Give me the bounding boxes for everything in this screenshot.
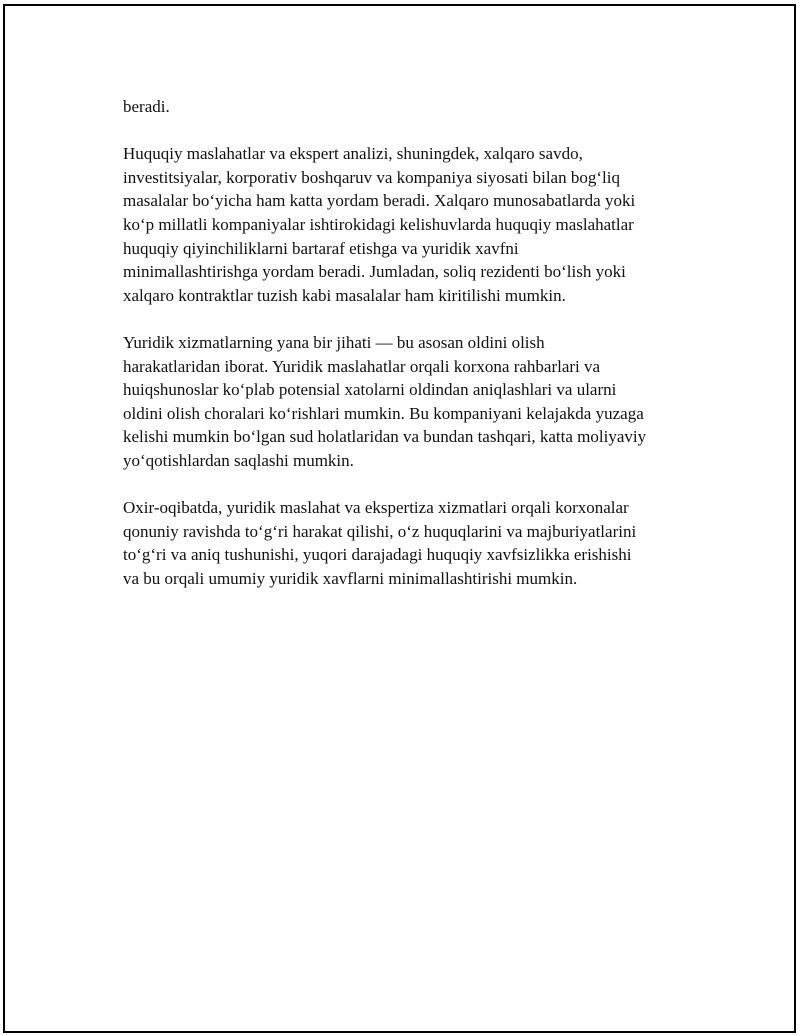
paragraph-continuation: beradi. [123, 97, 170, 116]
paragraph-conclusion: Oxir-oqibatda, yuridik maslahat va ekspertiza xizmatlari orqali korxonalar qonuniy ravishda to‘g‘ri harakat qilishi, o‘z huquqlarini va majburiyatlarini to‘g‘ri va aniq tushunishi, yuqori darajadagi huquqiy xavfsizlikka erishishi va bu orqali umumiy yuridik xavflarni minimallashtirishi mumkin. [123, 498, 637, 588]
document-body [123, 95, 713, 590]
paragraph-legal-advice: Huquqiy maslahatlar va ekspert analizi, shuningdek, xalqaro savdo, investitsiyalar, korporativ boshqaruv va kompaniya siyosati bilan bog‘liq masalalar bo‘yicha ham katta yordam beradi. Xalqaro munosabatlarda yoki ko‘p millatli kompaniyalar ishtirokidagi kelishuvlarda huquqiy maslahatlar huquqiy qiyinchiliklarni bartaraf etishga va yuridik xavfni minimallashtirishga yordam beradi. Jumladan, soliq rezidenti bo‘lish yoki xalqaro kontraktlar tuzish kabi masalalar ham kiritilishi mumkin. [123, 144, 636, 305]
paragraph-prevention: Yuridik xizmatlarning yana bir jihati — bu asosan oldini olish harakatlaridan iborat. Yuridik maslahatlar orqali korxona rahbarlari va huiqshunoslar ko‘plab potensial xatolarni oldindan aniqlashlari va ularni oldini olish choralari ko‘rishlari mumkin. Bu kompaniyani kelajakda yuzaga kelishi mumkin bo‘lgan sud holatlaridan va bundan tashqari, katta moliyaviy yo‘qotishlardan saqlashi mumkin. [123, 332, 647, 470]
page-frame [3, 4, 796, 1033]
